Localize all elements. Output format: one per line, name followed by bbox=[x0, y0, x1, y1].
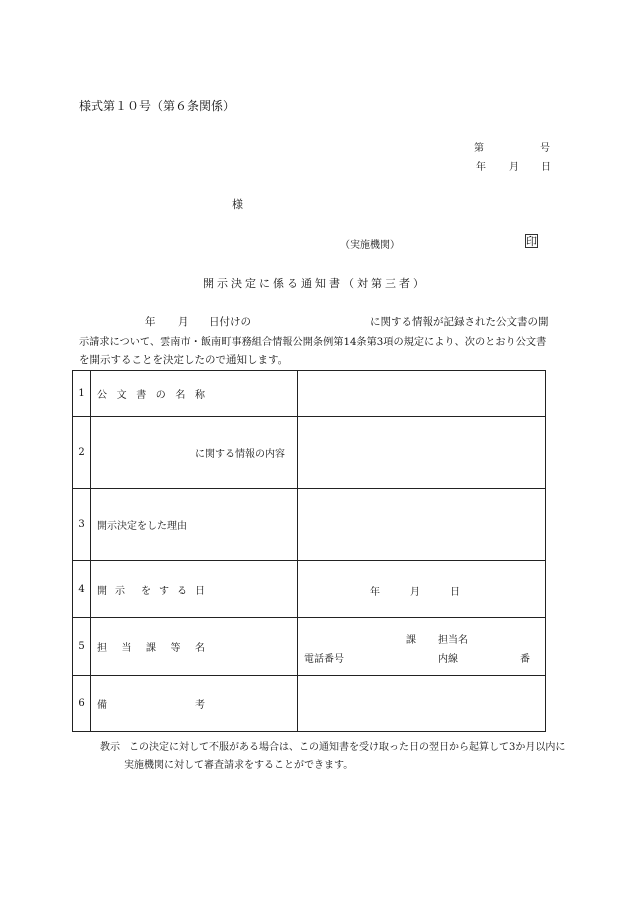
row-label-remarks: 備 考 bbox=[91, 676, 298, 732]
issue-date-day: 日 bbox=[541, 162, 551, 173]
extension-number-suffix: 番 bbox=[520, 654, 530, 665]
document-number-prefix: 第 bbox=[474, 143, 484, 154]
addressee-suffix: 様 bbox=[232, 198, 243, 211]
document-number-suffix: 号 bbox=[540, 143, 550, 154]
document-title: 開示決定に係る通知書（対第三者） bbox=[203, 277, 427, 290]
row-label-reason: 開示決定をした理由 bbox=[91, 489, 298, 561]
phone-label: 電話番号 bbox=[304, 654, 344, 665]
body-line3: を開示することを決定したので通知します。 bbox=[79, 354, 289, 366]
disclosure-date-year: 年 bbox=[370, 587, 380, 598]
notice-line2: 実施機関に対して審査請求をすることができます。 bbox=[124, 760, 354, 771]
seal-box: 印 bbox=[526, 235, 537, 248]
row-number: 1 bbox=[73, 371, 91, 417]
form-number: 様式第１０号（第６条関係） bbox=[79, 99, 236, 113]
row-number: 5 bbox=[73, 618, 91, 676]
extension-label: 内線 bbox=[438, 654, 458, 665]
table-row bbox=[73, 489, 546, 561]
row-label-section: 担 当 課 等 名 bbox=[91, 618, 298, 676]
body-date-year: 年 bbox=[145, 316, 156, 328]
agency-label: （実施機関） bbox=[340, 240, 400, 251]
issue-date-month: 月 bbox=[509, 162, 519, 173]
row-label-document-name: 公 文 書 の 名 称 bbox=[91, 371, 298, 417]
row-value-info-content[interactable] bbox=[298, 417, 546, 489]
body-dated: 日付けの bbox=[209, 316, 251, 328]
table-row bbox=[73, 561, 546, 618]
row-value-section[interactable] bbox=[298, 618, 546, 676]
notice-label: 教示 bbox=[100, 742, 120, 753]
body-line1-tail: に関する情報が記録された公文書の開 bbox=[370, 316, 549, 328]
row-value-document-name[interactable] bbox=[298, 371, 546, 417]
table-row bbox=[73, 371, 546, 417]
row-value-reason[interactable] bbox=[298, 489, 546, 561]
issue-date-year: 年 bbox=[476, 162, 486, 173]
row-number: 4 bbox=[73, 561, 91, 618]
details-table bbox=[72, 370, 546, 732]
row-value-disclosure-date[interactable] bbox=[298, 561, 546, 618]
body-date-month: 月 bbox=[178, 316, 189, 328]
table-row bbox=[73, 417, 546, 489]
row-label-disclosure-date: 開 示 を す る 日 bbox=[91, 561, 298, 618]
disclosure-date-month: 月 bbox=[410, 587, 420, 598]
table-row bbox=[73, 676, 546, 732]
table-row bbox=[73, 618, 546, 676]
row-number: 6 bbox=[73, 676, 91, 732]
person-in-charge-label: 担当名 bbox=[438, 635, 468, 646]
disclosure-date-day: 日 bbox=[450, 587, 460, 598]
row-value-remarks[interactable] bbox=[298, 676, 546, 732]
row-number: 3 bbox=[73, 489, 91, 561]
row-number: 2 bbox=[73, 417, 91, 489]
section-label: 課 bbox=[406, 635, 416, 646]
notice-line1: この決定に対して不服がある場合は、この通知書を受け取った日の翌日から起算して3か月以内に bbox=[129, 742, 566, 753]
body-line2: 示請求について、雲南市・飯南町事務組合情報公開条例第14条第3項の規定により、次のとおり公文書 bbox=[79, 337, 547, 348]
row-label-info-content: に関する情報の内容 bbox=[91, 417, 298, 489]
